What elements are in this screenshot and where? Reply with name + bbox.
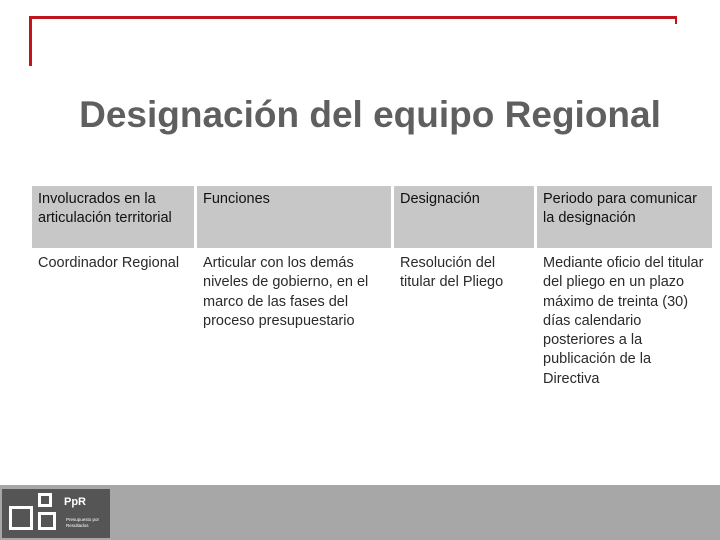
logo-large-square-icon	[9, 506, 33, 530]
logo-medium-square-icon	[38, 512, 56, 530]
header-involucrados: Involucrados en la articulación territorial	[32, 186, 197, 248]
logo-small-square-icon	[38, 493, 52, 507]
cell-periodo: Mediante oficio del titular del pliego en un plazo máximo de treinta (30) días calendario posteriores a la publicación de la Directiva	[543, 255, 704, 387]
header-funciones: Funciones	[197, 186, 394, 248]
header-designacion: Designación	[394, 186, 537, 248]
frame-left-line	[29, 16, 32, 66]
cell-funciones: Articular con los demás niveles de gobierno, en el marco de las fases del proceso presupuestario	[203, 255, 369, 329]
frame-top-line	[29, 16, 677, 19]
table-row	[32, 248, 712, 395]
slide-title: Designación del equipo Regional	[79, 94, 661, 135]
logo-subtitle: Presupuesto por Resultados	[66, 517, 100, 528]
table-header-row	[32, 186, 712, 248]
frame-right-tick	[675, 16, 677, 24]
designation-table	[32, 186, 712, 395]
logo-name: PpR	[64, 496, 86, 508]
header-periodo: Periodo para comunicar la designación	[537, 186, 712, 248]
cell-involucrados: Coordinador Regional	[38, 255, 180, 271]
cell-designacion: Resolución del titular del Pliego	[400, 255, 504, 291]
